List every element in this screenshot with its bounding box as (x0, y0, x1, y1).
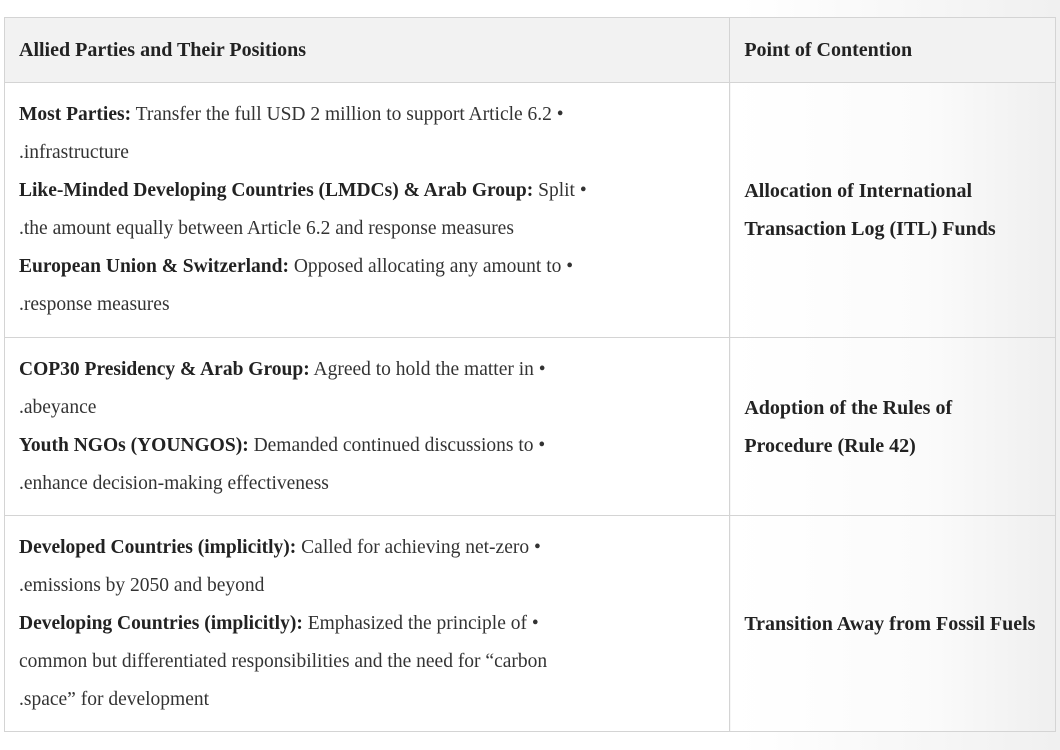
position-line (19, 172, 715, 210)
position-entry (19, 427, 715, 503)
position-entry (19, 529, 715, 605)
contention-cell (730, 83, 1056, 338)
position-line (19, 427, 715, 465)
position-line: .enhance decision-making effectiveness (19, 472, 329, 494)
party-name: Developing Countries (implicitly): (19, 612, 303, 634)
party-name: Most Parties: (19, 104, 132, 125)
position-entry (19, 605, 715, 719)
contention-cell (730, 516, 1056, 732)
position-line: common but differentiated responsibilities and the need for “carbon (19, 650, 548, 672)
position-line (19, 96, 715, 134)
position-text: Opposed allocating any amount to • (288, 256, 574, 277)
contention-title: Allocation of International Transaction Log (ITL) Funds (744, 180, 996, 240)
positions-cell (5, 83, 730, 338)
position-text: Split • (533, 180, 587, 201)
position-line (19, 351, 715, 389)
position-line (19, 605, 715, 643)
party-name: COP30 Presidency & Arab Group: (19, 358, 310, 380)
positions-cell (5, 338, 730, 516)
position-text: Emphasized the principle of • (302, 612, 539, 634)
position-text: Called for achieving net-zero • (296, 536, 541, 558)
contention-title: Transition Away from Fossil Fuels (744, 612, 1036, 635)
table-row (5, 516, 1056, 732)
position-line: .emissions by 2050 and beyond (19, 574, 265, 596)
position-entry (19, 172, 715, 248)
table-row (5, 83, 1056, 338)
header-point-of-contention: Point of Contention (730, 18, 1056, 83)
table-header (5, 18, 1056, 83)
party-name: European Union & Switzerland: (19, 256, 289, 277)
position-entry (19, 96, 715, 172)
party-name: Youth NGOs (YOUNGOS): (19, 434, 249, 456)
position-line: .the amount equally between Article 6.2 and response measures (19, 218, 514, 239)
position-line (19, 248, 715, 286)
position-text: Transfer the full USD 2 million to support Article 6.2 • (131, 104, 564, 125)
header-row (5, 18, 1056, 83)
positions-table (4, 17, 1056, 732)
position-line (19, 529, 715, 567)
contention-cell (730, 338, 1056, 516)
party-name: Like-Minded Developing Countries (LMDCs) & Arab Group: (19, 180, 534, 201)
position-line: .space” for development (19, 688, 210, 710)
position-text: Agreed to hold the matter in • (309, 358, 546, 380)
table-row (5, 338, 1056, 516)
position-entry (19, 351, 715, 427)
position-line: .abeyance (19, 396, 97, 418)
position-line: .response measures (19, 294, 170, 315)
position-entry (19, 248, 715, 324)
position-text: Demanded continued discussions to • (248, 434, 546, 456)
party-name: Developed Countries (implicitly): (19, 536, 297, 558)
position-line: .infrastructure (19, 142, 129, 163)
positions-cell (5, 516, 730, 732)
header-allied-parties: Allied Parties and Their Positions (5, 18, 730, 83)
contention-title: Adoption of the Rules of Procedure (Rule 42) (744, 396, 953, 457)
